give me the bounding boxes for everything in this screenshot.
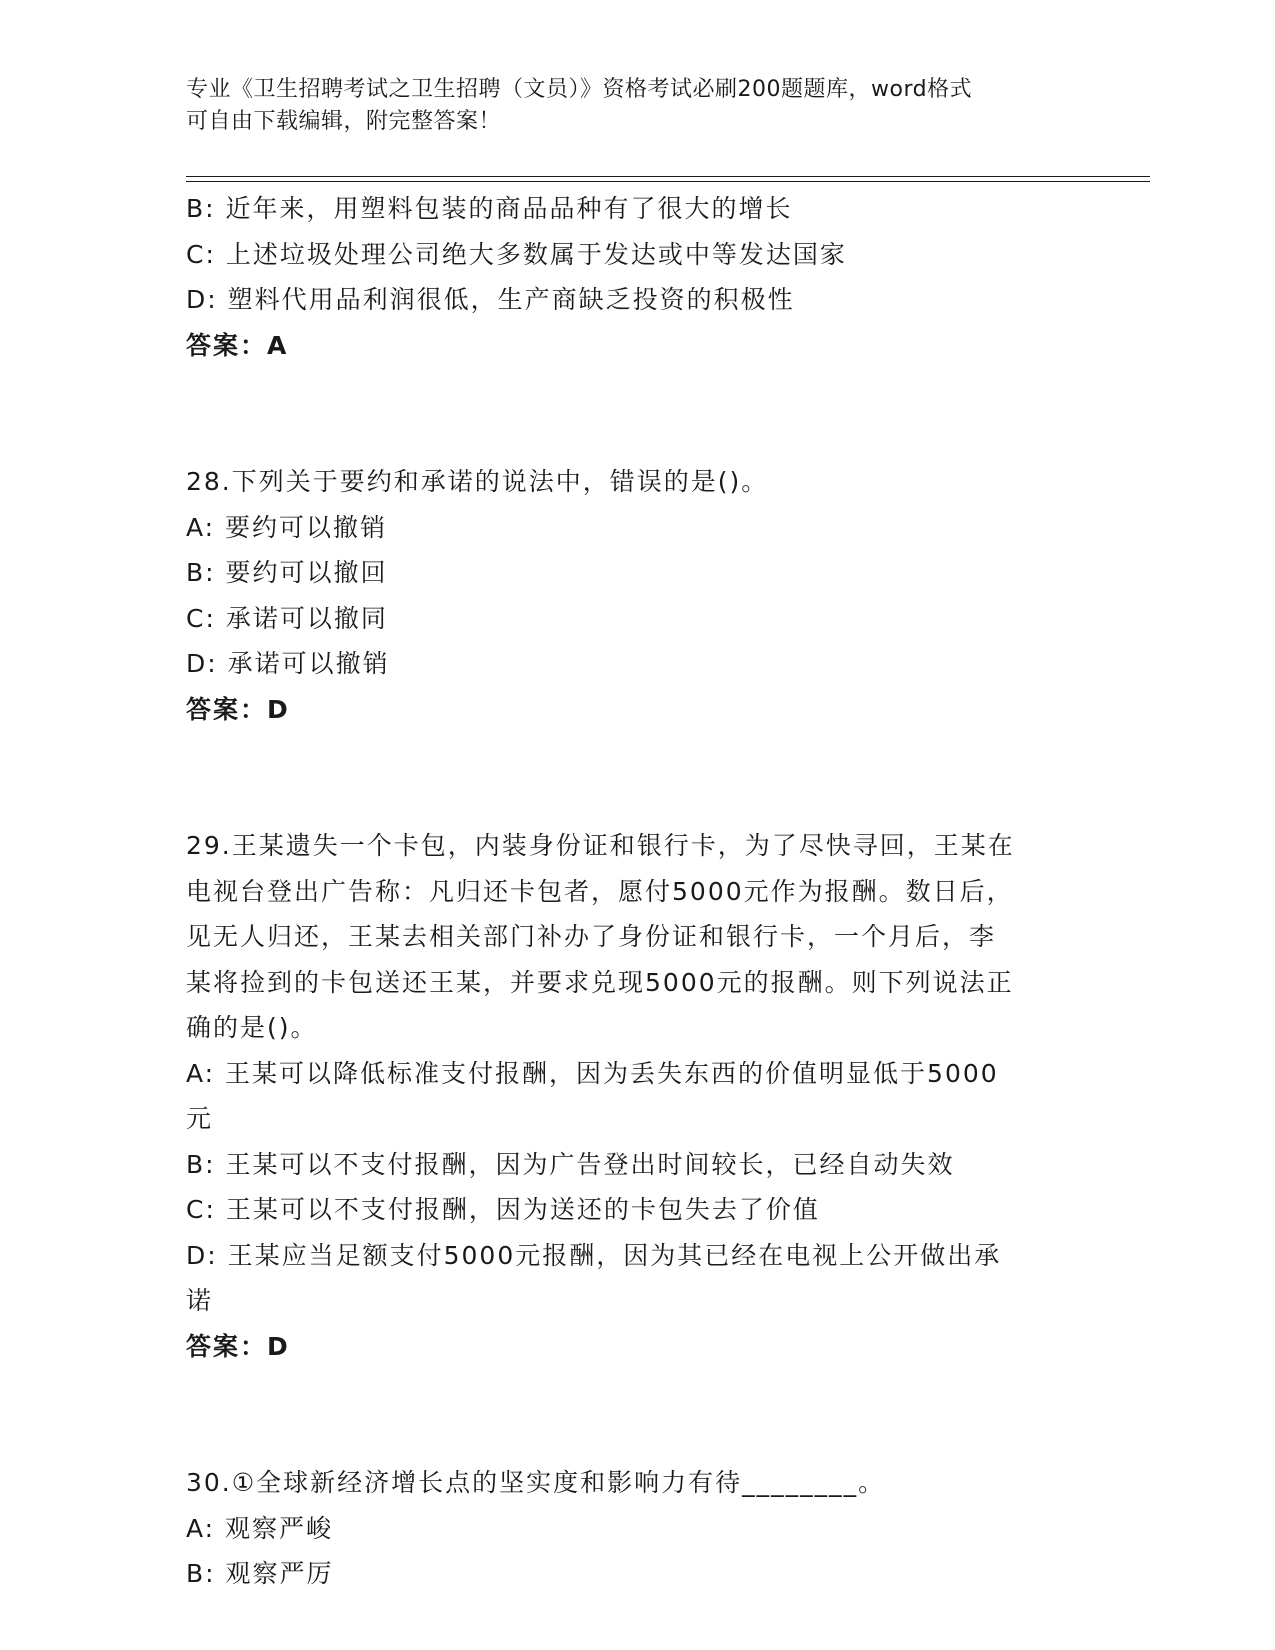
question-29 <box>186 823 1086 1369</box>
q28-stem: 28.下列关于要约和承诺的说法中，错误的是()。 <box>186 467 769 496</box>
question-28 <box>186 459 1086 732</box>
q29-stem-line-1: 29.王某遗失一个卡包，内装身份证和银行卡，为了尽快寻回，王某在 <box>186 831 1015 860</box>
q28-option-b: B: 要约可以撤回 <box>186 558 388 587</box>
q28-option-c: C: 承诺可以撤同 <box>186 603 388 633</box>
q30-stem: 30.①全球新经济增长点的坚实度和影响力有待________。 <box>186 1468 886 1497</box>
spacer <box>186 778 1086 824</box>
q29-stem-line-4: 某将捡到的卡包送还王某，并要求兑现5000元的报酬。则下列说法正 <box>186 967 1014 997</box>
q29-option-c: C: 王某可以不支付报酬，因为送还的卡包失去了价值 <box>186 1195 820 1224</box>
question-list <box>186 186 1086 1597</box>
spacer <box>186 1415 1086 1461</box>
header-line-2: 可自由下载编辑，附完整答案！ <box>186 109 502 134</box>
q27-option-c: C: 上述垃圾处理公司绝大多数属于发达或中等发达国家 <box>186 239 847 269</box>
question-27 <box>186 186 1086 368</box>
spacer <box>186 414 1086 460</box>
q27-option-b: B: 近年来，用塑料包装的商品品种有了很大的增长 <box>186 194 793 223</box>
header-divider-bottom <box>186 181 1150 182</box>
q27-option-d: D: 塑料代用品利润很低，生产商缺乏投资的积极性 <box>186 285 795 314</box>
q29-stem-line-2: 电视台登出广告称：凡归还卡包者，愿付5000元作为报酬。数日后， <box>186 876 1014 906</box>
question-30 <box>186 1460 1086 1597</box>
q29-option-d-line-1: D: 王某应当足额支付5000元报酬，因为其已经在电视上公开做出承 <box>186 1240 1002 1270</box>
q29-option-a-line-1: A: 王某可以降低标准支付报酬，因为丢失东西的价值明显低于5000 <box>186 1058 999 1088</box>
header-line-1: 专业《卫生招聘考试之卫生招聘（文员）》资格考试必刷200题题库，word格式 <box>186 77 973 102</box>
q29-option-d-line-2: 诺 <box>186 1286 214 1315</box>
q30-option-a: A: 观察严峻 <box>186 1513 334 1543</box>
q27-answer: 答案：A <box>186 330 289 360</box>
q30-option-b: B: 观察严厉 <box>186 1559 334 1588</box>
q28-answer: 答案：D <box>186 694 290 724</box>
q29-option-a-line-2: 元 <box>186 1104 214 1133</box>
q28-option-a: A: 要约可以撤销 <box>186 512 388 542</box>
document-header <box>186 74 1066 138</box>
q29-answer: 答案：D <box>186 1331 290 1361</box>
header-divider-top <box>186 176 1150 177</box>
spacer <box>186 368 1086 414</box>
q29-stem-line-5: 确的是()。 <box>186 1013 318 1042</box>
q29-option-b: B: 王某可以不支付报酬，因为广告登出时间较长，已经自动失效 <box>186 1149 955 1179</box>
spacer <box>186 1369 1086 1415</box>
q28-option-d: D: 承诺可以撤销 <box>186 649 390 678</box>
spacer <box>186 732 1086 778</box>
q29-stem-line-3: 见无人归还，王某去相关部门补办了身份证和银行卡，一个月后，李 <box>186 922 997 951</box>
